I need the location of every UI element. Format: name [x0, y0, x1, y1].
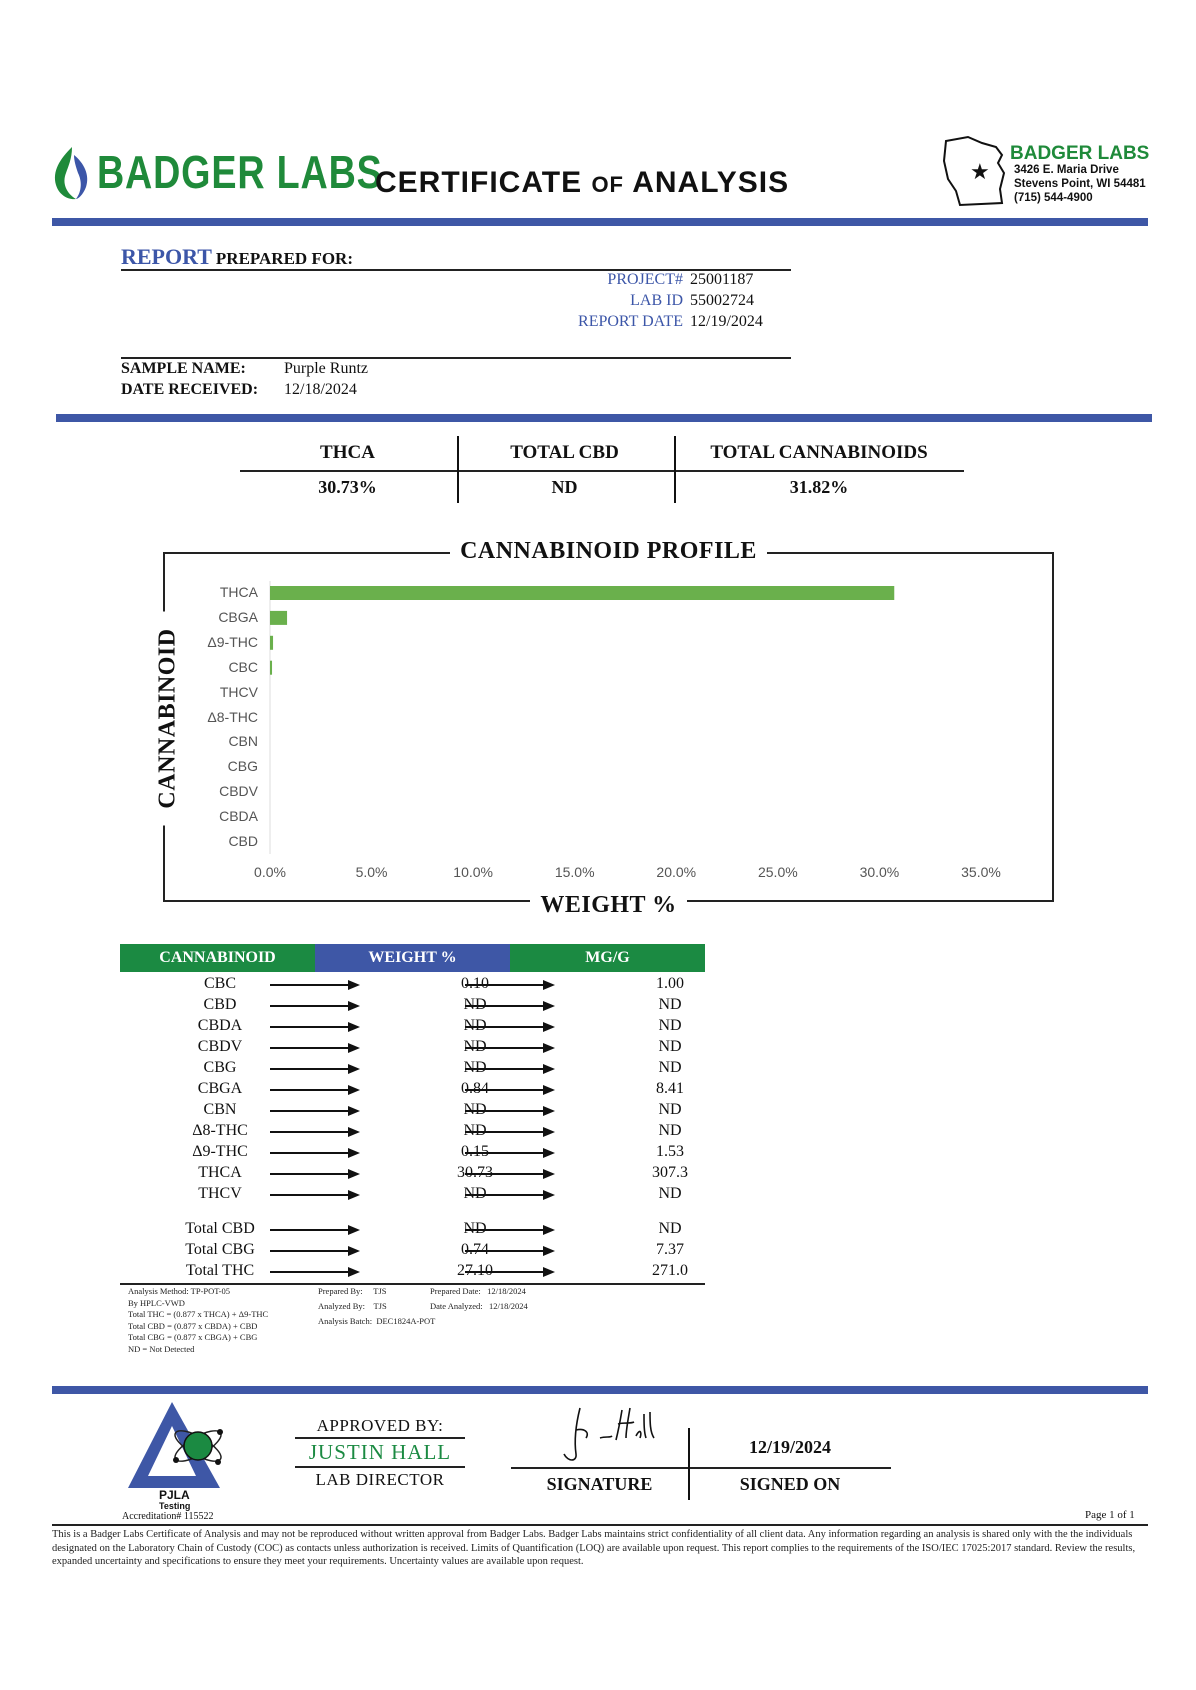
row-weight: 27.10	[457, 1262, 493, 1279]
row-cannabinoid: CBDA	[197, 1017, 243, 1034]
accreditation: Accreditation# 115522	[122, 1511, 214, 1522]
wisconsin-map-icon	[938, 133, 1012, 209]
chart-category-label: CBDA	[219, 808, 258, 825]
report-prepared-for: REPORT PREPARED FOR:	[121, 244, 353, 269]
disclaimer-rule	[52, 1524, 1148, 1526]
chart-category-label: CBD	[228, 833, 258, 849]
chart-tick-label: 15.0%	[554, 864, 595, 880]
signature-label: SIGNATURE	[546, 1474, 653, 1494]
chart-xlabel: WEIGHT %	[530, 892, 686, 918]
labid-label: LAB ID	[630, 292, 683, 309]
prepared-date: Prepared Date: 12/18/2024	[430, 1286, 526, 1296]
row-cannabinoid: CBGA	[197, 1080, 243, 1097]
date-received-value: 12/18/2024	[284, 381, 357, 398]
summary-sep-1	[457, 436, 459, 503]
row-cannabinoid: CBD	[203, 996, 237, 1013]
address-city: Stevens Point, WI 54481	[1014, 178, 1146, 190]
summary-thca-value: 30.73%	[318, 477, 377, 497]
chart-tick-label: 20.0%	[656, 864, 697, 880]
badger-leaf-logo-icon	[50, 145, 96, 201]
header-divider	[52, 218, 1148, 226]
row-mg: ND	[658, 1017, 682, 1034]
table-row	[120, 1059, 700, 1079]
row-weight: ND	[463, 1017, 487, 1034]
row-weight: ND	[463, 1101, 487, 1118]
svg-text:★: ★	[970, 160, 990, 185]
address-company: BADGER LABS	[1010, 143, 1150, 164]
signature-sep	[688, 1428, 690, 1500]
method-notes: Analysis Method: TP-POT-05 By HPLC-VWD Total THC = (0.877 x THCA) + Δ9-THC Total CBD = (0.877 x CBDA) + CBD Total CBG = (0.877 x CBGA) + CBG ND = Not Detected	[128, 1286, 269, 1354]
address-street: 3426 E. Maria Drive	[1014, 164, 1119, 176]
table-header-mg: MG/G	[510, 944, 705, 972]
table-bottom-rule	[120, 1283, 705, 1285]
table-row	[120, 1143, 700, 1163]
summary-cbd-label: TOTAL CBD	[510, 442, 619, 463]
row-weight: 0.10	[461, 975, 489, 992]
report-date-label: REPORT DATE	[578, 313, 683, 330]
pjla-logo-icon	[126, 1400, 232, 1490]
approver-rule-top	[295, 1437, 465, 1439]
prepared-by: Prepared By: TJS	[318, 1286, 387, 1296]
sample-divider	[121, 357, 791, 359]
summary-total-label: TOTAL CANNABINOIDS	[710, 442, 928, 463]
row-cannabinoid: Total CBD	[185, 1220, 255, 1237]
row-cannabinoid: CBN	[203, 1101, 237, 1118]
table-row	[120, 1262, 700, 1282]
project-value: 25001187	[690, 271, 754, 288]
project-label: PROJECT#	[607, 271, 683, 288]
analysis-batch: Analysis Batch: DEC1824A-POT	[318, 1316, 436, 1326]
table-row	[120, 1164, 700, 1184]
table-row	[120, 996, 700, 1016]
row-mg: 8.41	[656, 1080, 684, 1097]
chart-category-label: Δ9-THC	[207, 633, 258, 650]
table-row	[120, 1080, 700, 1100]
table-header-cannabinoid: CANNABINOID	[120, 944, 315, 972]
approved-by-label: APPROVED BY:	[316, 1416, 444, 1435]
row-weight: ND	[463, 1185, 487, 1202]
row-cannabinoid: Total THC	[185, 1262, 255, 1279]
logo-text: BADGER LABS	[97, 146, 383, 198]
approver-name: JUSTIN HALL	[308, 1440, 452, 1464]
chart-category-label: CBDV	[219, 783, 258, 800]
date-received-label: DATE RECEIVED:	[121, 381, 259, 398]
chart-tick-label: 30.0%	[859, 864, 900, 880]
section-divider	[56, 414, 1152, 422]
table-row	[120, 1241, 700, 1261]
row-weight: ND	[463, 1038, 487, 1055]
chart-category-label: Δ8-THC	[207, 708, 258, 725]
row-mg: 1.53	[656, 1143, 684, 1160]
row-weight: ND	[463, 1220, 487, 1237]
row-cannabinoid: CBDV	[197, 1038, 243, 1055]
sample-name-value: Purple Runtz	[284, 360, 368, 377]
approver-role: LAB DIRECTOR	[315, 1470, 445, 1489]
summary-sep-2	[674, 436, 676, 503]
chart-category-label: THCV	[219, 683, 258, 700]
chart-tick-label: 10.0%	[453, 864, 493, 880]
signature-rule	[511, 1467, 891, 1469]
row-mg: ND	[658, 1059, 682, 1076]
chart-category-label: CBG	[227, 758, 258, 775]
summary-total-value: 31.82%	[789, 477, 849, 497]
row-cannabinoid: THCV	[198, 1185, 242, 1202]
chart-tick-label: 25.0%	[757, 864, 798, 880]
row-mg: 307.3	[652, 1164, 688, 1181]
chart-category-label: CBC	[228, 658, 258, 675]
report-date-value: 12/19/2024	[690, 313, 763, 330]
signature-image	[546, 1402, 666, 1466]
signed-date: 12/19/2024	[748, 1437, 831, 1457]
disclaimer: This is a Badger Labs Certificate of Analysis and may not be reproduced without written approval from Badger Labs. Badger Labs maintains strict confidentiality of all client data. Any information regarding an analysis is shared only with the the individuals designated on the Laboratory Chain of Custody (COC) as contacts unless authorization is received. Limits of Quantification (LOQ) are available upon request. This report complies to the requirements of the ISO/IEC 17025:2017 standard. Review the results, expanded uncertainty and specifications to ensure they meet your requirements. Uncertainty values are available upon request.	[52, 1529, 1136, 1567]
row-mg: ND	[658, 996, 682, 1013]
chart-category-label: CBN	[228, 733, 258, 750]
row-mg: 7.37	[656, 1241, 684, 1258]
row-mg: ND	[658, 1185, 682, 1202]
row-mg: ND	[658, 1038, 682, 1055]
table-row	[120, 1185, 700, 1205]
row-weight: 30.73	[457, 1164, 493, 1181]
sample-name-label: SAMPLE NAME:	[121, 360, 246, 377]
chart-frame	[163, 552, 1054, 902]
table-row	[120, 1101, 700, 1121]
row-mg: ND	[658, 1122, 682, 1139]
pjla-sub: Testing	[159, 1501, 191, 1511]
summary-thca-label: THCA	[320, 442, 375, 463]
table-row	[120, 1038, 700, 1058]
summary-rule	[240, 470, 964, 472]
chart-tick-label: 0.0%	[254, 864, 286, 880]
signed-on-label: SIGNED ON	[739, 1474, 841, 1494]
chart-title: CANNABINOID PROFILE	[450, 538, 767, 564]
approver-rule-bottom	[295, 1466, 465, 1468]
table-header-weight: WEIGHT %	[315, 944, 510, 972]
pjla-label: PJLA	[159, 1488, 190, 1502]
chart-tick-label: 5.0%	[355, 864, 388, 880]
row-cannabinoid: Total CBG	[185, 1241, 255, 1258]
row-mg: 271.0	[652, 1262, 688, 1279]
row-weight: ND	[463, 1059, 487, 1076]
row-cannabinoid: CBC	[203, 975, 236, 992]
row-mg: 1.00	[656, 975, 684, 992]
labid-value: 55002724	[690, 292, 754, 309]
row-weight: ND	[463, 996, 487, 1013]
row-mg: ND	[658, 1220, 682, 1237]
row-cannabinoid: Δ8-THC	[192, 1122, 248, 1139]
row-weight: 0.74	[461, 1241, 489, 1258]
chart-category-label: THCA	[219, 584, 258, 600]
analyzed-by: Analyzed By: TJS	[318, 1301, 387, 1311]
row-cannabinoid: THCA	[198, 1164, 242, 1181]
table-row	[120, 975, 700, 995]
page-title: CERTIFICATE OF ANALYSIS	[375, 166, 790, 199]
summary-cbd-value: ND	[551, 477, 578, 497]
table-row	[120, 1220, 700, 1240]
row-weight: 0.84	[461, 1080, 489, 1097]
row-cannabinoid: Δ9-THC	[192, 1143, 248, 1160]
row-weight: 0.15	[461, 1143, 489, 1160]
table-row	[120, 1017, 700, 1037]
table-row	[120, 1122, 700, 1142]
chart-tick-label: 35.0%	[961, 864, 1001, 880]
analyzed-date: Date Analyzed: 12/18/2024	[430, 1301, 528, 1311]
page-number: Page 1 of 1	[1085, 1509, 1135, 1521]
footer-divider	[52, 1386, 1148, 1394]
row-mg: ND	[658, 1101, 682, 1118]
chart-ylabel: CANNABINOID	[155, 612, 182, 826]
address-phone: (715) 544-4900	[1014, 192, 1093, 204]
chart-category-label: CBGA	[218, 608, 258, 625]
row-cannabinoid: CBG	[203, 1059, 237, 1076]
row-weight: ND	[463, 1122, 487, 1139]
